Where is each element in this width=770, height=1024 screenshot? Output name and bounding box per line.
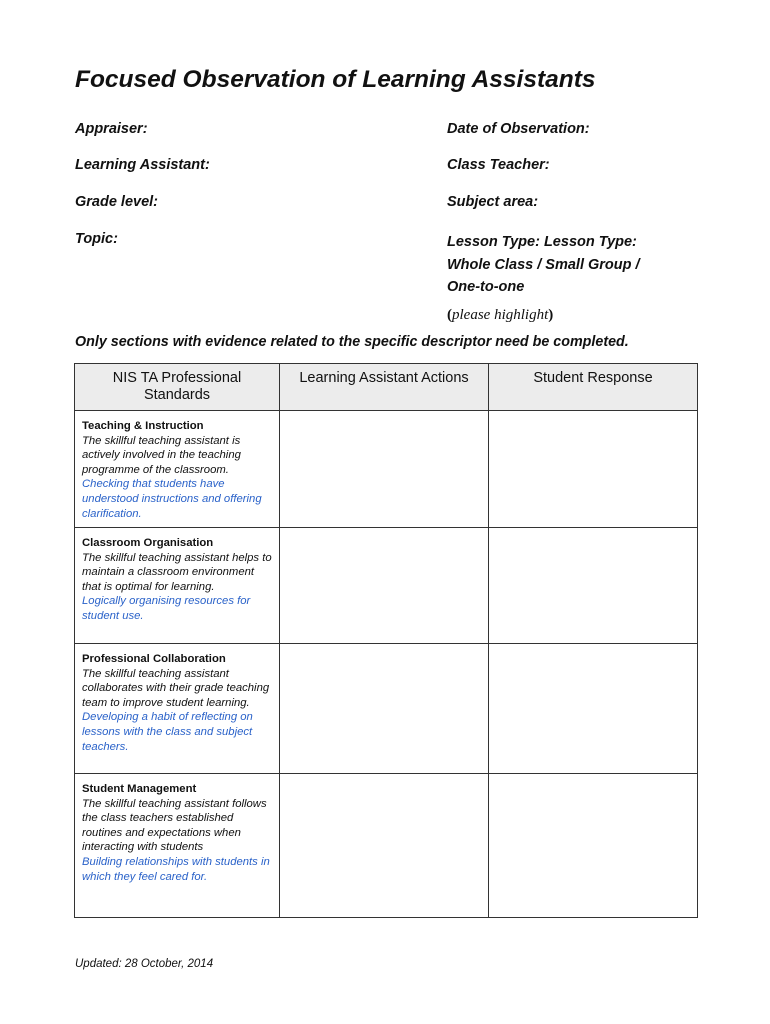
- note-open-paren: (: [447, 306, 452, 323]
- student-response-cell[interactable]: [489, 411, 698, 528]
- standard-description: The skillful teaching assistant is actively involved in the teaching programme of the classroom.: [82, 434, 241, 476]
- table-row: [75, 528, 698, 644]
- assistant-actions-cell[interactable]: [280, 411, 489, 528]
- lesson-type-block: [447, 231, 707, 326]
- updated-date: Updated: 28 October, 2014: [75, 958, 214, 970]
- class-teacher-label: Class Teacher:: [447, 157, 550, 173]
- date-of-observation-label: Date of Observation:: [447, 121, 590, 137]
- header-student-response: Student Response: [489, 364, 698, 411]
- learning-assistant-label: Learning Assistant:: [75, 157, 210, 173]
- standard-cell: [75, 644, 280, 774]
- lesson-type-line-1: Lesson Type: Lesson Type:: [447, 234, 637, 250]
- table-row: [75, 411, 698, 528]
- standard-description: The skillful teaching assistant follows the class teachers established routines and expectations when interacting with students: [82, 797, 267, 854]
- standard-example: Developing a habit of reflecting on lessons with the class and subject teachers.: [82, 711, 253, 753]
- lesson-type-note: [447, 304, 707, 327]
- assistant-actions-cell[interactable]: [280, 644, 489, 774]
- standard-title: Teaching & Instruction: [82, 420, 204, 432]
- student-response-cell[interactable]: [489, 644, 698, 774]
- lesson-type-line-3: One-to-one: [447, 279, 525, 295]
- table-row: [75, 644, 698, 774]
- standard-example: Checking that students have understood instructions and offering clarification.: [82, 478, 262, 520]
- standard-example: Logically organising resources for student use.: [82, 595, 251, 622]
- student-response-cell[interactable]: [489, 774, 698, 918]
- note-text: please highlight: [452, 306, 549, 323]
- standard-description: The skillful teaching assistant collaborates with their grade teaching team to improve student learning.: [82, 667, 270, 709]
- standard-title: Classroom Organisation: [82, 537, 214, 549]
- student-response-cell[interactable]: [489, 528, 698, 644]
- standard-example: Building relationships with students in which they feel cared for.: [82, 855, 270, 883]
- subject-area-label: Subject area:: [447, 194, 539, 210]
- appraiser-label: Appraiser:: [75, 121, 148, 137]
- standard-cell: [75, 774, 280, 918]
- instruction-text: Only sections with evidence related to the specific descriptor need be completed.: [75, 334, 629, 350]
- table-header-row: [75, 364, 698, 411]
- assistant-actions-cell[interactable]: [280, 774, 489, 918]
- header-assistant-actions: Learning Assistant Actions: [280, 364, 489, 411]
- assistant-actions-cell[interactable]: [280, 528, 489, 644]
- note-close-paren: ): [548, 306, 554, 323]
- standard-cell: [75, 528, 280, 644]
- grade-level-label: Grade level:: [75, 194, 159, 210]
- header-standards: NIS TA Professional Standards: [75, 364, 280, 411]
- standard-cell: [75, 411, 280, 528]
- standard-title: Student Management: [82, 783, 197, 795]
- lesson-type-line-2: Whole Class / Small Group /: [447, 256, 640, 273]
- topic-label: Topic:: [75, 231, 118, 247]
- observation-table: [74, 363, 698, 918]
- table-row: [75, 774, 698, 918]
- standard-title: Professional Collaboration: [82, 653, 226, 665]
- standard-description: The skillful teaching assistant helps to maintain a classroom environment that is optimal for learning.: [82, 551, 272, 593]
- page-title: Focused Observation of Learning Assistants: [75, 66, 596, 93]
